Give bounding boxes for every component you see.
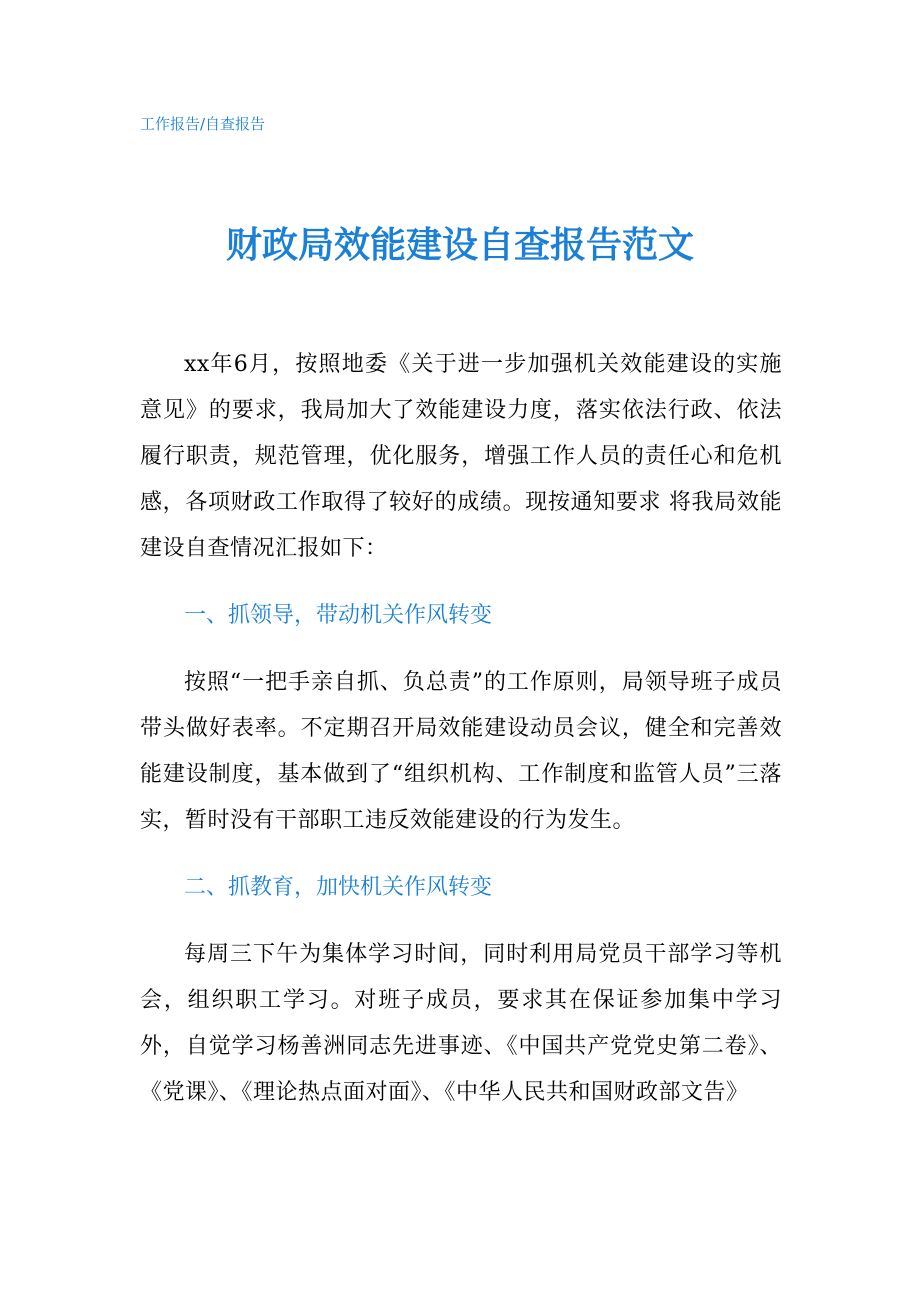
section-heading-1: 一、抓领导，带动机关作风转变 (184, 603, 493, 628)
document-title: 财政局效能建设自查报告范文 (225, 225, 694, 266)
document-body (140, 342, 782, 1137)
section-heading-2: 二、抓教育，加快机关作风转变 (184, 875, 493, 900)
intro-paragraph: xx年6月，按照地委《关于进一步加强机关效能建设的实施意见》的要求，我局加大了效能建设力度，落实依法行政、依法履行职责，规范管理，优化服务，增强工作人员的责任心和危机感，各项财政工作取得了较好的成绩。现按通知要求 将我局效能建设自查情况汇报如下： (140, 352, 782, 561)
section-body-1: 按照“一把手亲自抓、负总责”的工作原则，局领导班子成员带头做好表率。不定期召开局效能建设动员会议，健全和完善效能建设制度，基本做到了“组织机构、工作制度和监管人员”三落实，暂时没有干部职工违反效能建设的行为发生。 (140, 670, 782, 833)
section-body-2: 每周三下午为集体学习时间，同时利用局党员干部学习等机会，组织职工学习。对班子成员，要求其在保证参加集中学习外，自觉学习杨善洲同志先进事迹、《中国共产党党史第二卷》、《党课》、《理论热点面对面》、《中华人民共和国财政部文告》 (140, 942, 782, 1105)
document-category: 工作报告/自查报告 (140, 115, 266, 133)
